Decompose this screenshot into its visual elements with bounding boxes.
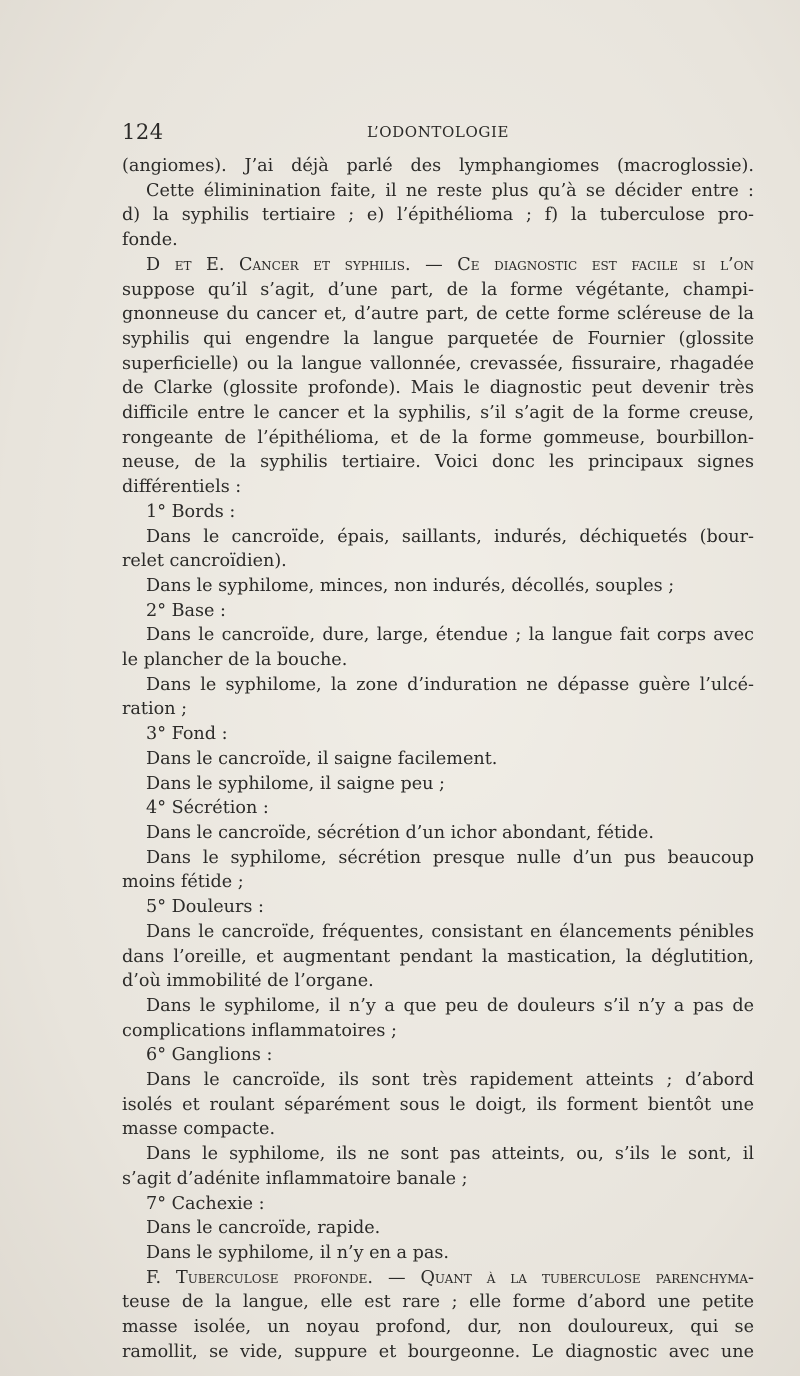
text-line: s’agit d’adénite inflammatoire banale ; — [122, 1168, 468, 1189]
text-line: Dans le cancroïde, ils sont très rapidement atteints ; d’abord — [146, 1070, 754, 1091]
text-line: différentiels : — [122, 477, 242, 498]
text-line: neuse, de la syphilis tertiaire. Voici donc les principaux signes — [122, 452, 754, 473]
text-line: 3° Fond : — [146, 724, 228, 745]
text-line: teuse de la langue, elle est rare ; elle forme d’abord une petite — [122, 1292, 754, 1313]
text-line: 2° Base : — [146, 600, 226, 621]
text-line: Dans le syphilome, il n’y a que peu de douleurs s’il n’y a pas de — [146, 995, 754, 1016]
text-line: Dans le cancroïde, dure, large, étendue ; la langue fait corps avec — [146, 625, 754, 646]
text-line: complications inflammatoires ; — [122, 1020, 397, 1041]
text-line: masse isolée, un noyau profond, dur, non douloureux, qui se — [122, 1317, 754, 1338]
text-line: Dans le syphilome, minces, non indurés, décollés, souples ; — [146, 575, 675, 596]
text-line: moins fétide ; — [122, 872, 244, 893]
text-line: suppose qu’il s’agit, d’une part, de la forme végétante, champi- — [122, 279, 754, 300]
running-head: L’ODONTOLOGIE — [366, 123, 510, 141]
text-line: D et E. Cancer et syphilis. — Ce diagnostic est facile si l’on — [146, 254, 754, 275]
body-text — [122, 154, 754, 1364]
text-line: 6° Ganglions : — [146, 1045, 273, 1066]
text-line: ration ; — [122, 699, 188, 720]
text-line: 4° Sécrétion : — [146, 798, 269, 819]
text-line: Dans le cancroïde, il saigne facilement. — [146, 748, 498, 769]
text-line: Cette éliminination faite, il ne reste plus qu’à se décider entre : — [146, 180, 754, 201]
page-header — [122, 120, 754, 150]
text-line: masse compacte. — [122, 1119, 276, 1140]
text-line: de Clarke (glossite profonde). Mais le diagnostic peut devenir très — [122, 378, 754, 399]
text-line: Dans le cancroïde, épais, saillants, indurés, déchiquetés (bour- — [146, 526, 754, 547]
text-line: d’où immobilité de l’organe. — [122, 971, 374, 992]
text-line: dans l’oreille, et augmentant pendant la mastication, la déglutition, — [122, 946, 754, 967]
text-line: Dans le syphilome, il n’y en a pas. — [146, 1242, 449, 1263]
text-line: rongeante de l’épithélioma, et de la forme gommeuse, bourbillon- — [122, 427, 754, 448]
text-line: (angiomes). J’ai déjà parlé des lymphangiomes (macroglossie). — [122, 156, 754, 176]
text-line: Dans le syphilome, il saigne peu ; — [146, 773, 445, 794]
text-line: ramollit, se vide, suppure et bourgeonne. Le diagnostic avec une — [122, 1341, 754, 1362]
page-number: 124 — [122, 120, 164, 144]
text-line: Dans le cancroïde, sécrétion d’un ichor abondant, fétide. — [146, 822, 654, 843]
text-line: difficile entre le cancer et la syphilis, s’il s’agit de la forme creuse, — [122, 403, 754, 424]
text-line: Dans le syphilome, sécrétion presque nulle d’un pus beaucoup — [146, 847, 754, 868]
text-line: gnonneuse du cancer et, d’autre part, de cette forme scléreuse de la — [122, 304, 754, 325]
text-line: Dans le cancroïde, fréquentes, consistant en élancements pénibles — [146, 921, 754, 942]
text-line: Dans le syphilome, la zone d’induration ne dépasse guère l’ulcé- — [146, 674, 754, 695]
text-line: relet cancroïdien). — [122, 551, 287, 572]
text-line: le plancher de la bouche. — [122, 650, 348, 671]
text-line: isolés et roulant séparément sous le doigt, ils forment bientôt une — [122, 1094, 754, 1115]
text-line: d) la syphilis tertiaire ; e) l’épithélioma ; f) la tuberculose pro- — [122, 205, 754, 226]
text-line: 5° Douleurs : — [146, 897, 264, 918]
text-line: F. Tuberculose profonde. — Quant à la tuberculose parenchyma- — [146, 1267, 754, 1288]
text-line: Dans le syphilome, ils ne sont pas atteints, ou, s’ils le sont, il — [146, 1144, 754, 1165]
text-line: fonde. — [122, 230, 178, 251]
text-line: Dans le cancroïde, rapide. — [146, 1218, 381, 1239]
text-line: syphilis qui engendre la langue parquetée de Fournier (glossite — [122, 328, 754, 349]
text-line: 1° Bords : — [146, 501, 236, 522]
text-line: 7° Cachexie : — [146, 1193, 265, 1214]
text-line: superficielle) ou la langue vallonnée, crevassée, fissuraire, rhagadée — [122, 353, 754, 374]
